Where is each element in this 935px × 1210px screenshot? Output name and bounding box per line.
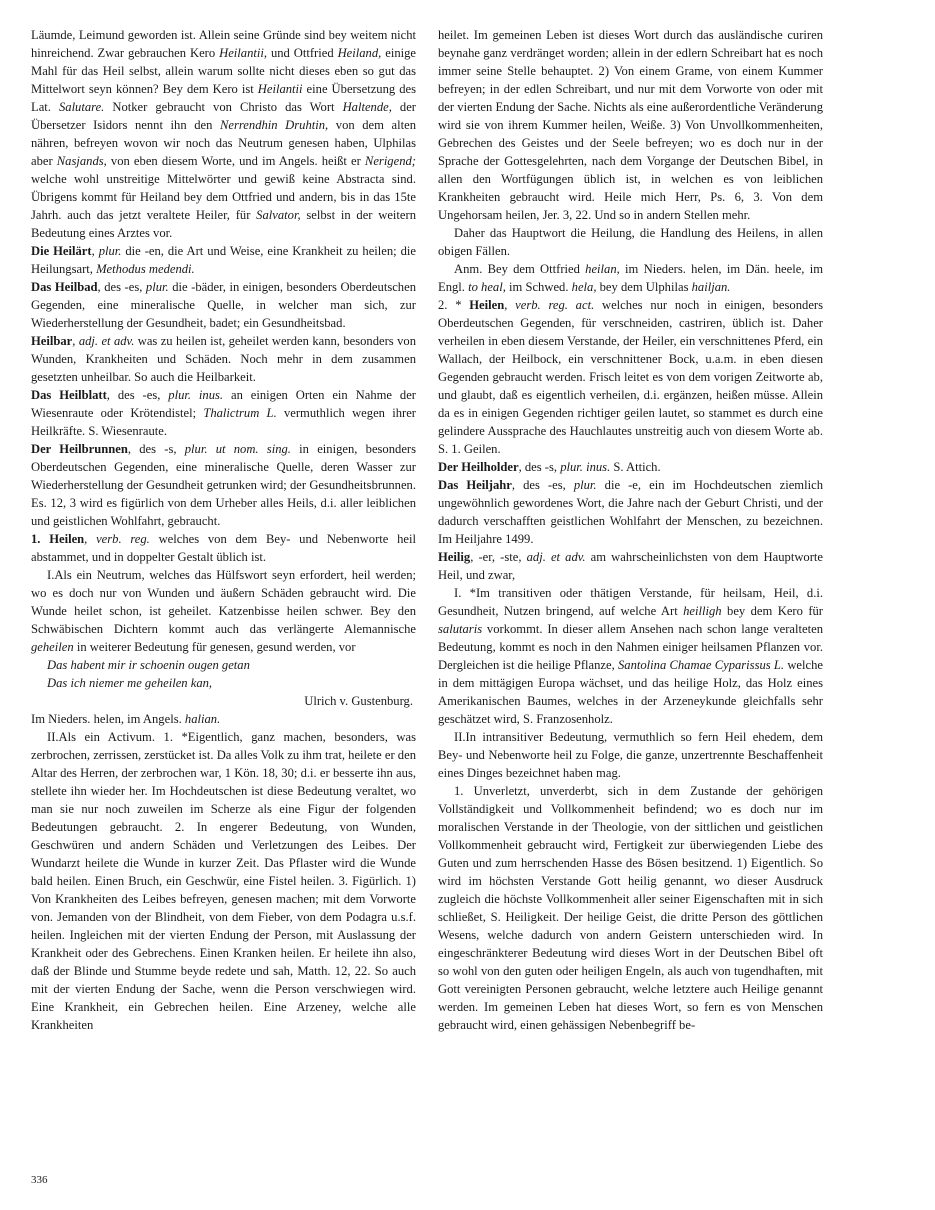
text-run: II.Als ein Activum. 1. *Eigentlich, ganz machen, besonders, was zerbrochen, zerrissen, zerstücket ist. Da alles Volk zu ihm trat, heilete er den Altar des Herren, der zerbrochen war, 1 Kön. 18, 30; d.i. er besserte ihn aus, stellete ihn wieder her. Im Hochdeutschen ist diese Bedeutung veraltet, wo man sie nur noch zuweilen im Scherze als eine Figur der folgenden Bedeutungen gebraucht. 2. In engerer Bedeutung, von Wunden, Geschwüren und andern Schäden und Verletzungen des Leibes. Der Wundarzt heilete die Wunde in kurzer Zeit. Das Pflaster wird die Wunde bald heilen. Einen Bruch, ein Geschwür, eine Fistel heilen. 3. Figürlich. 1) Von Krankheiten des Leibes befreyen, genesen machen; mit dem Vorworte von. Jemanden von der Blindheit, von dem Fieber, von dem Podagra u.s.f. heilen. Ingleichen mit der vierten Endung der Person, mit Auslassung der Krankheit oder des Gebrechens. Einen Kranken heilen. Er heilete ihn also, daß der Blinde und Stumme beyde redete und sah, Matth. 12, 22. So auch mit der vierten Endung der Sache, wenn die Person verschwiegen wird. Eine Krankheit, ein Gebrechen heilen. Eine Arzeney, welche alle Krankheiten [31, 730, 416, 1032]
text-run: in weiterer Bedeutung für genesen, gesund werden, vor [73, 640, 356, 654]
italic-term: Salutare. [58, 100, 105, 114]
headword: Der Heilbrunnen [31, 442, 128, 456]
paragraph [438, 26, 823, 224]
text-run: Läumde, Leimund geworden ist. Allein seine Gründe sind bey weitem nicht hinreichend. Zwar gebrauchen Kero [31, 28, 416, 60]
text-run: 2. * [438, 298, 470, 312]
left-column [31, 26, 416, 1034]
italic-term: salutaris [438, 622, 483, 636]
paragraph [31, 278, 416, 332]
italic-term: hela, [571, 280, 597, 294]
headword: Der Heilholder [438, 460, 519, 474]
headword: 1. Heilen [31, 532, 85, 546]
text-run: vorkommt. In dieser allem Ansehen nach schon lange veralteten Bedeutung, kommt es noch in den Nahmen einiger heilsamen Pflanzen vor. Dergleichen ist die heilige Pflanze, [438, 622, 823, 672]
text-run: eine Übersetzung des Lat. [31, 82, 416, 114]
text-run: I.Als ein Neutrum, welches das Hülfswort seyn erfordert, heil werden; wo es doch nur von Wunden und äußern Schäden gebraucht wird. Die Wunde heilet schon, ist geheilet. Katzenbisse heilen schwer. Bey den Schwäbischen Dichtern kommt auch das verlängerte Alemannische [31, 568, 416, 636]
text-run: , des -es, [97, 280, 146, 294]
italic-term: adj. et adv. [78, 334, 135, 348]
paragraph [438, 224, 823, 260]
italic-term: Methodus medendi. [96, 262, 195, 276]
headword: Heilig [438, 550, 471, 564]
text-run: heilet. Im gemeinen Leben ist dieses Wort durch das ausländische curiren beynahe ganz verdränget worden; allein in der edlern Schreibart hat es noch immer seine Stelle behauptet. 2) Von einem Grame, von einem Kummer befreyen; in der edlen Schreibart, und nur mit dem Vorworte von oder mit der vierten Endung der Sache. Nichts als eine außerordentliche Veränderung wird sie von ihrem Kummer heilen, Weiße. 3) Von Unvollkommenheiten, Gebrechen des Geistes und der Seele befreyen; wo es doch nur in der Sprache der Gottesgelehrten, nach dem Vorgange der Deutschen Bibel, in allen den Wortfügungen üblich ist, in welchen es von leiblichen Krankheiten gebraucht wird. Heile mich Herr, Ps. 6, 3. Von dem Ungehorsam heilen, Jer. 3, 22. Und so in andern Stellen mehr. [438, 28, 823, 222]
text-run: , des -es, [106, 388, 169, 402]
text-run: , [504, 298, 516, 312]
text-run: was zu heilen ist, geheilet werden kann, besonders von Wunden, Krankheiten und Schäden. Noch mehr in dem zusammen gesetzten unheilbar. So auch die Heilbarkeit. [31, 334, 416, 384]
italic-term: Nasjands, [56, 154, 107, 168]
paragraph [31, 728, 416, 1034]
paragraph [31, 566, 416, 656]
text-run: Notker gebraucht von Christo das Wort [104, 100, 343, 114]
paragraph [438, 584, 823, 728]
text-run: , [84, 532, 97, 546]
text-run: Im Nieders. helen, im Angels. [31, 712, 185, 726]
paragraph [31, 530, 416, 566]
headword: Das Heilblatt [31, 388, 107, 402]
text-run: Daher das Hauptwort die Heilung, die Handlung des Heilens, in allen obigen Fällen. [438, 226, 823, 258]
italic-term: heilligh [683, 604, 722, 618]
text-run: Ulrich v. Gustenburg. [304, 694, 413, 708]
text-run: am wahrscheinlichsten von dem Hauptworte Heil, und zwar, [438, 550, 823, 582]
headword: Das Heiljahr [438, 478, 512, 492]
paragraph [438, 548, 823, 584]
italic-term: plur. ut nom. sing. [184, 442, 291, 456]
paragraph [31, 440, 416, 530]
verse-line [31, 656, 416, 674]
paragraph [438, 728, 823, 782]
text-run: 1. Unverletzt, unverderbt, sich in dem Zustande der gehörigen Vollständigkeit und Vollkommenheit befindend; wo es doch nur im moralischen Verstande in der Theologie, von der sittlichen und geistlichen Vollkommenheit gebraucht wird, Fertigkeit zur überwiegenden Liebe des Guten und zum herrschenden Hasse des Bösen besitzend. 1) Eigentlich. So wird im höchsten Verstande Gott heilig genannt, wo dieser Ausdruck zugleich die höchste Vollkommenheit aller seiner Eigenschaften mit in sich schließet, S. Heiligkeit. Der heilige Geist, die dritte Person des göttlichen Wesens, welche dadurch von andern Geistern unterschieden wird. In eingeschränkterer Bedeutung wird dieses Wort in der Deutschen Bibel oft so wohl von den guten oder heiligen Engeln, als auch von tugendhaften, mit Gott vereinigten Personen gebraucht, welche letztere auch Heilige genannt werden. Im gemeinen Leben hat dieses Wort, so fern es von Menschen gebraucht wird, einen gehässigen Nebenbegriff be- [438, 784, 823, 1032]
text-run: , [91, 244, 99, 258]
headword: Heilbar [31, 334, 73, 348]
text-run: im Schwed. [505, 280, 572, 294]
text-run: bey dem Ulphilas [596, 280, 692, 294]
text-run: von eben diesem Worte, und im Angels. heißt er [106, 154, 365, 168]
text-run: , des -es, [511, 478, 574, 492]
text-run: I. *Im transitiven oder thätigen Verstande, für heilsam, Heil, d.i. Gesundheit, Nutzen bringend, auf welche Art [438, 586, 823, 618]
italic-term: Nerrendhin Druhtin, [219, 118, 329, 132]
italic-term: Salvator, [256, 208, 301, 222]
text-run: selbst in der weitern Bedeutung eines Arztes vor. [31, 208, 417, 240]
italic-term: Thalictrum L. [203, 406, 277, 420]
text-run: Das habent mir ir schoenin ougen getan [47, 658, 250, 672]
right-column [438, 26, 823, 1034]
text-run: Anm. Bey dem Ottfried [454, 262, 586, 276]
text-run: einige Mahl für das Heil selbst, allein warum sollte nicht dieses eben so gut das Mittelwort seyn können? Bey dem Kero ist [31, 46, 416, 96]
italic-term: plur. inus. [168, 388, 224, 402]
text-run: welches nur noch in einigen, besonders Oberdeutschen Gegenden, für verschneiden, castriren, üblich ist. Daher verheilen in eben diesem Verstande, der Heiler, ein verschnittenes Pferd, ein Wallach, der Heilbock, ein verschnittener Bock, u.a.m. in eben diesen Gegenden gebraucht werden. Frisch leitet es von dem vorigen Zeitworte ab, und glaubt, daß es eigentlich verheilen, d.i. ergänzen, heißen müsse. Allein da es in einigen Gegenden richtiger geilen lautet, so stammet es durch eine gelindere Aussprache des Hauchlautes unstreitig auch von diesem Worte ab. S. 1. Geilen. [438, 298, 824, 456]
text-run: in einigen, besonders Oberdeutschen Gegenden, eine mineralische Quelle, deren Wasser zur Wiederherstellung der Gesundheit getrunken wird; der Gesundheitsbrunnen. Es. 12, 3 wird es figürlich von dem Urheber alles Heils, d.i. aller leiblichen und geistlichen Wohlfahrt, gebraucht. [31, 442, 417, 528]
text-run: welche in dem mittägigen Europa wächset, und das heilige Holz, das Holz eines Amerikanischen Baumes, welches in der Arzeneykunde gleichfalls sehr geschätzet wird, S. Franzosenholz. [438, 658, 823, 726]
text-run: bey dem Kero für [721, 604, 823, 618]
italic-term: Heiland, [337, 46, 382, 60]
text-run: die -bäder, in einigen, besonders Oberdeutschen Gegenden, eine mineralische Quelle, in welcher man sich, zur Wiederherstellung der Gesundheit, badet; ein Gesundheitsbad. [31, 280, 416, 330]
text-run: , [72, 334, 79, 348]
italic-term: halian. [184, 712, 221, 726]
italic-term: to heal, [468, 280, 506, 294]
paragraph [438, 296, 823, 458]
italic-term: verb. reg. act. [515, 298, 595, 312]
paragraph [31, 242, 416, 278]
verse-line [31, 674, 416, 692]
italic-term: adj. et adv. [526, 550, 586, 564]
italic-term: Nerigend; [364, 154, 416, 168]
italic-term: Haltende, [342, 100, 392, 114]
text-run: die -en, die Art und Weise, eine Krankheit zu heilen; die Heilungsart, [31, 244, 417, 276]
text-run: und Ottfried [267, 46, 338, 60]
text-run: II.In intransitiver Bedeutung, vermuthlich so fern Heil ehedem, dem Bey- und Nebenworte heil zu Folge, die ganze, unzertrennte Beschaffenheit eines Dinges bezeichnet haben mag. [438, 730, 823, 780]
italic-term: Heilantii, [219, 46, 268, 60]
italic-term: heilan, [585, 262, 620, 276]
text-run: welche wohl unstreitige Mittelwörter und gewiß keine Abstracta sind. Übrigens kommt für Heiland bey dem Ottfried und andern, bis in das 15te Jahrh. auch das jetzt veraltete Heiler, für [31, 172, 416, 222]
headword: Heilen [469, 298, 505, 312]
text-run: Das ich niemer me geheilen kan, [47, 676, 213, 690]
paragraph [438, 782, 823, 1034]
text-run: vermuthlich wegen ihrer Heilkräfte. S. Wiesenraute. [31, 406, 416, 438]
italic-term: plur. [98, 244, 122, 258]
attribution [31, 692, 416, 710]
text-run: im Nieders. helen, im Dän. heele, im Engl. [438, 262, 823, 294]
italic-term: Heilantii [257, 82, 303, 96]
paragraph [438, 458, 823, 476]
italic-term: plur. [145, 280, 169, 294]
text-run: der Übersetzer Isidors nennt ihn den [31, 100, 416, 132]
italic-term: Santolina Chamae Cyparissus L. [617, 658, 785, 672]
italic-term: geheilen [31, 640, 74, 654]
italic-term: hailjan. [691, 280, 731, 294]
paragraph [438, 260, 823, 296]
text-run: , des -s, [127, 442, 185, 456]
text-run: die -e, ein im Hochdeutschen ziemlich ungewöhnlich gewordenes Wort, die Jahre nach der Geburt Christi, und der dadurch verschafften geistlichen Wohlfahrt der Menschen, zu bezeichnen. Im Heiljahre 1499. [438, 478, 823, 546]
headword: Das Heilbad [31, 280, 98, 294]
italic-term: verb. reg. [96, 532, 150, 546]
text-run: , -er, -ste, [470, 550, 527, 564]
text-run: S. Attich. [610, 460, 661, 474]
text-run: von dem alten nähren, befreyen wovon wir noch das Neutrum genesen haben, Ulphilas aber [31, 118, 416, 168]
paragraph [31, 386, 416, 440]
paragraph [31, 710, 416, 728]
text-run: welches von dem Bey- und Nebenworte heil abstammet, und in doppelter Gestalt üblich ist. [31, 532, 416, 564]
italic-term: plur. inus. [560, 460, 611, 474]
italic-term: plur. [573, 478, 597, 492]
text-run: an einigen Orten ein Nahme der Wiesenraute oder Krötendistel; [31, 388, 416, 420]
text-run: , des -s, [518, 460, 561, 474]
page-number: 336 [31, 1174, 48, 1186]
paragraph [31, 26, 416, 242]
headword: Die Heilärt [31, 244, 92, 258]
paragraph [31, 332, 416, 386]
paragraph [438, 476, 823, 548]
